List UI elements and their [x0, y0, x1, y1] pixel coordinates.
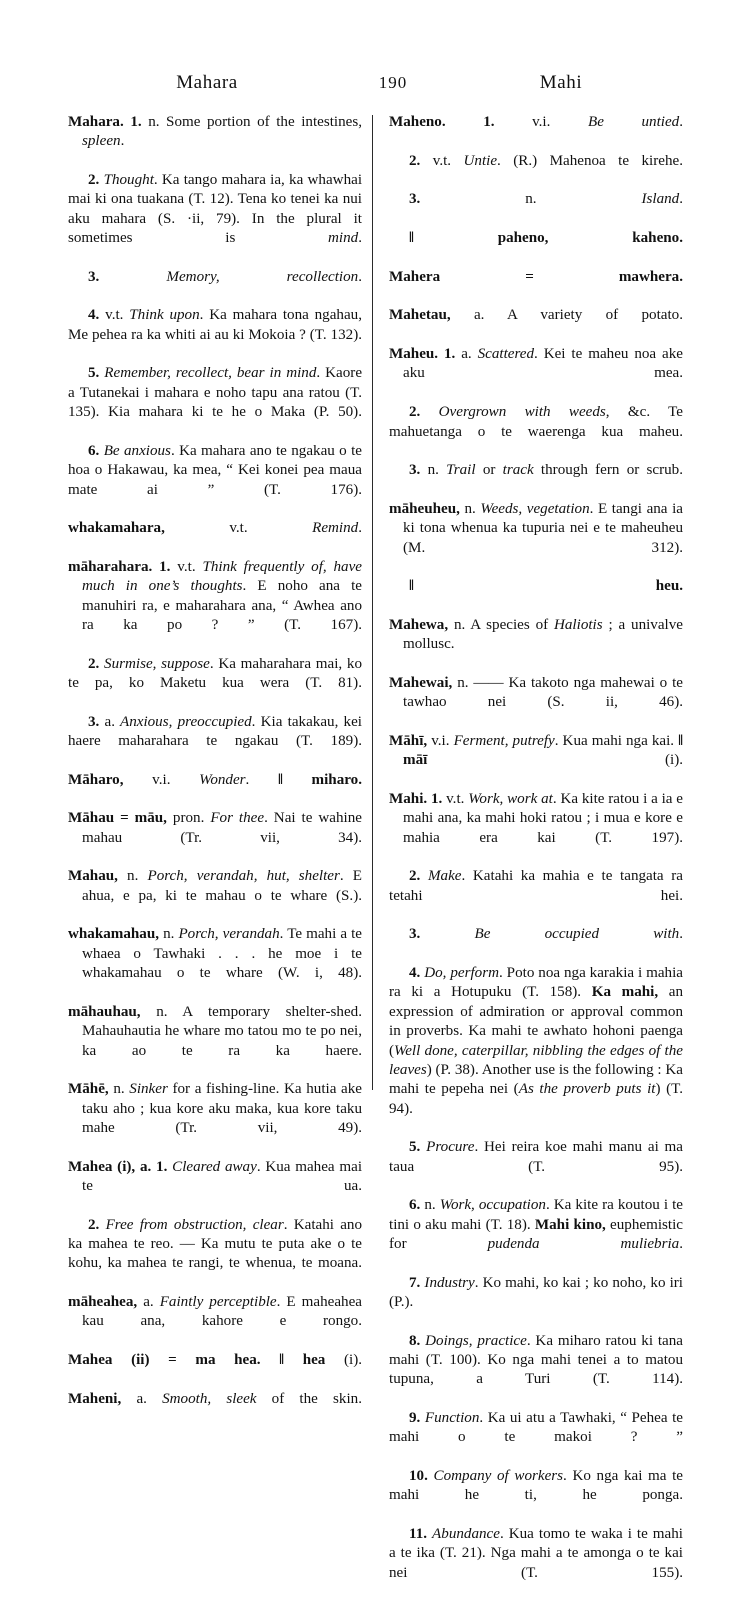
example-text: —— Ka takoto nga mahewai o te tawhao nei (S. ii, 46). [403, 674, 683, 711]
example-text: A temporary shelter-shed. Mahauhautia he whare mo tatou mo te po nei, ka ao te ra ka haere. [82, 1003, 362, 1059]
part-of-speech: n. [113, 1081, 125, 1098]
part-of-speech: n. [464, 500, 476, 517]
part-of-speech: pron. [172, 810, 205, 827]
entry-headword: Mahara. [68, 114, 124, 130]
entry-sense[interactable] [389, 1274, 683, 1332]
dictionary-entry[interactable] [68, 867, 362, 925]
example-text: . Ka miharo ratou ki tana mahi (T. 100). Ko nga mahi tenei a to matou tupuna, a Turi (T. 114). [389, 1332, 684, 1388]
column-right [373, 113, 684, 1581]
gloss: Cleared away [172, 1158, 257, 1175]
entry-sense[interactable] [389, 1196, 683, 1273]
gloss: Overgrown with weeds [438, 404, 606, 421]
gloss: Anxious, preoccupied [115, 713, 252, 730]
entry-headword: māheuheu, [389, 500, 460, 517]
sense-number: 2. [409, 404, 439, 421]
gloss: Island [536, 191, 680, 208]
example-text: . Nai te wahine mahau (Tr. vii, 34). [82, 810, 362, 846]
cross-reference: ‖ māī [403, 733, 683, 769]
example-text: or [475, 462, 503, 479]
entry-headword: Māhē, [68, 1081, 109, 1098]
gloss-alt: As the proverb puts it [518, 1081, 656, 1098]
sense-number: 3. [409, 926, 475, 943]
entry-sense[interactable] [389, 867, 683, 925]
entry-headword: Maheu. [389, 346, 439, 363]
example-text: . E ahua, e pa, ki te mahau o te whare (S.). [82, 868, 362, 904]
part-of-speech: a. [136, 1390, 147, 1407]
example-text: . Ka kite ratou i a ia e mahi ana, ka mahi hoki ratou ; i mua e kore e mahia era kai (T. 197). [403, 791, 684, 846]
entry-headword: Mahea (i), a. [68, 1158, 152, 1175]
example-text: , &c. Te mahuetanga o te waerenga kua maheu. [389, 404, 683, 440]
entry-headword: Mahi. [389, 791, 428, 808]
gloss: Faintly perceptible [153, 1293, 277, 1310]
part-of-speech: v.t. [446, 791, 465, 808]
example-text: . Kaore a Tutanekai i mahara e noho tapu ana ratou (T. 135). Kia mahara ki te he o Maka (P. 50). [68, 365, 363, 421]
example-text: Some portion of the intestines, [159, 114, 363, 130]
gloss: Smooth, sleek [146, 1390, 257, 1407]
entry-sense[interactable] [68, 306, 362, 364]
dictionary-entry[interactable] [68, 1351, 362, 1390]
sense-number: 3. [409, 462, 428, 479]
sense-number: 6. [88, 442, 104, 459]
gloss: Sinker [124, 1081, 168, 1098]
example-text: through fern or scrub. [533, 462, 684, 479]
sense-number: 1. [483, 114, 533, 130]
gloss: Weeds, vegetation [475, 500, 590, 517]
entry-sense[interactable] [68, 1216, 362, 1293]
sense-number: 2. [409, 868, 428, 885]
entry-headword: māhauhau, [68, 1003, 141, 1020]
example-text: euphemistic for [389, 1216, 683, 1252]
example-text: . Ka tango mahara ia, ka whawhai mai ki ona tuakana (T. 12). Tena ko tenei ka nui aku mahara (S. ·ii, 79). In the plural it sometimes is [68, 172, 363, 247]
column-left [68, 113, 372, 1407]
gloss: Wonder [170, 771, 246, 788]
entry-headword: Māhī, [389, 733, 428, 749]
part-of-speech: a. [104, 713, 116, 730]
example-text: ; a univalve mollusc. [403, 616, 683, 653]
part-of-speech: n. [453, 616, 466, 633]
entry-sense[interactable] [389, 403, 683, 461]
example-text: . Kei te maheu noa ake aku mea. [403, 346, 683, 382]
entry-sense[interactable] [68, 655, 362, 713]
example-text: . Te mahi a te whaea o Tawhaki . . . he moe i te whakamahau o te whare (W. i, 48). [82, 926, 363, 982]
entry-sense[interactable] [389, 152, 683, 191]
gloss: Free from obstruction, clear [105, 1216, 284, 1233]
example-text: of the skin. [256, 1390, 362, 1407]
gloss: For thee [204, 810, 265, 827]
entry-sense[interactable] [68, 442, 362, 519]
gloss: Doings, practice [425, 1332, 527, 1349]
sense-number: 3. [88, 268, 167, 285]
example-text: (i). [427, 752, 683, 769]
example-text: . Ka maharahara mai, ko te pa, ko Maketu kua wera (T. 81). [68, 655, 362, 691]
part-of-speech: n. [424, 1197, 436, 1214]
gloss: Make [427, 868, 462, 885]
sense-number: 8. [409, 1332, 426, 1349]
example-text: . Ka ui atu a Tawhaki, “ Pehea te mahi o te makoi ? ” [389, 1410, 684, 1446]
entry-sense[interactable] [68, 268, 362, 307]
example-text: . [120, 133, 125, 150]
sense-number: 1. [156, 1158, 173, 1175]
example-text: . [679, 1235, 684, 1252]
dictionary-entry[interactable] [389, 268, 683, 307]
part-of-speech: n. [427, 462, 439, 479]
entry-headword: Maheni, [68, 1390, 122, 1407]
example-text: . Ko nga kai ma te mahi he ti, he ponga. [389, 1468, 684, 1504]
example-text: A variety of potato. [484, 307, 684, 324]
sense-number: 1. [430, 791, 447, 808]
example-text: . Katahi ano ka mahea te reo. — Ka mutu te puta ake o te kohu, ka mahea te rangi, te whenua, te moana. [68, 1216, 362, 1272]
part-of-speech: a. [473, 307, 485, 324]
phrase: Ka mahi, [591, 984, 659, 1001]
part-of-speech: v.i. [532, 114, 551, 130]
part-of-speech: v.t. [105, 307, 124, 324]
gloss: Abundance [432, 1526, 500, 1543]
gloss: Procure [426, 1139, 475, 1156]
phrase: Mahi kino, [534, 1216, 606, 1233]
example-text: . [358, 230, 362, 247]
dictionary-entry[interactable] [389, 306, 683, 345]
gloss: Think frequently of, have much in one’s thoughts [82, 558, 362, 595]
example-text: ) (P. 38). Another use is the following : Ka mahi te pepeha nei ( [389, 1061, 683, 1098]
entry-sense[interactable] [389, 1138, 683, 1196]
example-text: . Ko mahi, ko kai ; ko noho, ko iri (P.). [389, 1274, 683, 1310]
gloss: Industry [424, 1274, 475, 1291]
dictionary-entry[interactable] [389, 616, 683, 674]
gloss: Memory, recollection [166, 268, 359, 285]
gloss: Porch, verandah [174, 926, 280, 943]
entry-sense[interactable] [389, 1332, 683, 1409]
gloss: Trail [438, 462, 476, 479]
sense-number: 9. [409, 1410, 425, 1427]
entry-sense[interactable] [389, 1467, 683, 1525]
entry-sense[interactable] [389, 964, 683, 1138]
gloss: Company of workers [433, 1468, 564, 1485]
cross-reference: ‖ miharo. [277, 771, 362, 788]
gloss: spleen [82, 133, 121, 150]
dictionary-entry[interactable] [68, 1293, 362, 1351]
part-of-speech: n. [148, 114, 160, 130]
example-text: . [679, 114, 683, 130]
example-text: ) (T. 94). [389, 1081, 684, 1117]
entry-headword: Mahea (ii) = ma hea. [68, 1352, 261, 1368]
gloss: Porch, verandah, hut, shelter [138, 868, 340, 885]
entry-headword: māharahara. [68, 558, 153, 575]
example-text: . [679, 191, 683, 208]
part-of-speech: a. [461, 346, 472, 363]
example-text: . Kia takakau, kei haere maharahara te ngakau (T. 189). [68, 713, 363, 749]
entry-sense[interactable] [389, 925, 683, 964]
entry-sense[interactable] [389, 1525, 683, 1602]
gloss: Scattered [471, 346, 535, 363]
entry-headword: whakamahara, [68, 520, 165, 537]
entry-headword: māheahea, [68, 1293, 138, 1310]
sense-number: 1. [443, 346, 462, 363]
part-of-speech: n. [127, 868, 139, 885]
gloss: Untie [451, 152, 498, 169]
sense-number: 3. [88, 713, 105, 730]
entry-sense[interactable] [389, 229, 683, 268]
example-text: for a fishing-line. Ka hutia ake taku aho ; kua kore aku maka, kua kore taku mahe (Tr. vii, 49). [82, 1081, 363, 1136]
part-of-speech: v.t. [177, 558, 196, 575]
dictionary-entry[interactable] [389, 113, 683, 152]
example-text: . Ka mahara ano te ngakau o te hoa o Hakawau, ka mea, “ Kei konei pea maua mate ai ” (T. 176). [68, 442, 362, 498]
sense-number: 2. [88, 172, 104, 189]
entry-sense[interactable] [389, 190, 683, 229]
entry-headword: Mahewai, [389, 674, 453, 691]
part-of-speech: a. [143, 1293, 154, 1310]
sense-number: 5. [409, 1139, 427, 1156]
part-of-speech: v.i. [431, 733, 450, 749]
example-text: . Kua mahea mai te ua. [82, 1158, 363, 1194]
entry-sense[interactable] [68, 171, 362, 268]
part-of-speech: n. [156, 1003, 168, 1020]
cross-reference: ‖ heu. [409, 578, 683, 595]
entry-headword: Māharo, [68, 771, 124, 788]
dictionary-entry[interactable] [68, 1158, 362, 1216]
running-head-right: Mahi [539, 72, 583, 93]
part-of-speech: n. [525, 191, 537, 208]
dictionary-entry[interactable] [68, 1390, 362, 1429]
example-text: . Katahi ka mahia e te tangata ra tetahi hei. [389, 868, 683, 904]
running-head-left: Mahara [176, 72, 238, 93]
example-text: . Poto noa nga karakia i mahia ra ki a Hotupuku (T. 158). [389, 965, 683, 1001]
example-text: . [358, 268, 362, 285]
gloss: Work, work at [464, 791, 553, 808]
dictionary-entry[interactable] [68, 113, 362, 171]
example-text: . [679, 926, 683, 943]
gloss-alt: pudenda muliebria [487, 1235, 680, 1252]
dictionary-entry[interactable] [68, 771, 362, 810]
gloss: Function [424, 1410, 480, 1427]
sense-number: 6. [409, 1197, 425, 1214]
gloss: Ferment, putrefy [449, 733, 555, 749]
dictionary-entry[interactable] [389, 500, 683, 577]
dictionary-entry[interactable] [68, 1003, 362, 1080]
dictionary-entry[interactable] [68, 519, 362, 558]
page-columns [68, 113, 684, 1581]
sense-number: 2. [409, 152, 433, 169]
sense-number: 4. [88, 307, 106, 324]
entry-headword: Mahau, [68, 868, 118, 885]
gloss: Be anxious [103, 442, 171, 459]
example-text: an expression of admiration or approval common in proverbs. Ka mahi te awhato hohoni paenga ( [389, 984, 683, 1059]
entry-sense[interactable] [389, 461, 683, 500]
entry-headword: Maheno. [389, 114, 446, 130]
sense-number: 1. [159, 558, 178, 575]
dictionary-entry[interactable] [68, 809, 362, 867]
part-of-speech: v.t. [229, 520, 248, 537]
sense-number: 5. [88, 365, 105, 382]
part-of-speech: v.i. [152, 771, 171, 788]
page-number: 190 [378, 73, 408, 92]
sense-number: 1. [130, 114, 149, 130]
gloss: Think upon [123, 307, 200, 324]
gloss: Be untied [550, 114, 680, 130]
gloss: Remember, recollect, bear in mind [104, 365, 317, 382]
entry-sense[interactable] [68, 713, 362, 771]
dictionary-entry[interactable] [68, 925, 362, 1002]
example-text: . [245, 771, 278, 788]
example-text: (i). [325, 1352, 362, 1368]
entry-headword: Mahetau, [389, 307, 451, 324]
gloss: Remind [247, 520, 359, 537]
example-text: . E noho ana te manuhiri ra, e maharahara ana, “ Awhea ano ra ka po ? ” (T. 167). [82, 578, 362, 633]
dictionary-entry[interactable] [389, 732, 683, 790]
gloss: Be occupied with [474, 926, 680, 943]
dictionary-entry[interactable] [68, 1080, 362, 1157]
entry-headword: Māhau = māu, [68, 810, 167, 827]
gloss: Haliotis [553, 616, 603, 633]
gloss: Thought [103, 172, 154, 189]
sense-number: 4. [409, 965, 425, 982]
part-of-speech: n. [163, 926, 175, 943]
example-text: . E maheahea kau ana, kahore e rongo. [82, 1293, 362, 1330]
part-of-speech: v.t. [432, 152, 452, 169]
entry-sense[interactable] [389, 1409, 683, 1467]
running-head [75, 72, 675, 98]
sense-number: 3. [409, 191, 526, 208]
example-text: A species of [465, 616, 554, 633]
gloss: Surmise, suppose [104, 655, 210, 672]
entry-headword: whakamahau, [68, 926, 160, 943]
sense-number: 7. [409, 1274, 425, 1291]
gloss-alt: track [502, 462, 534, 479]
gloss-alt: Well done, caterpillar, nibbling the edges of the leaves [389, 1042, 683, 1078]
gloss: Work, occupation [435, 1197, 546, 1214]
example-text: . Hei reira koe mahi manu ai ma taua (T. 95). [389, 1139, 683, 1175]
dictionary-entry[interactable] [389, 345, 683, 403]
dictionary-entry[interactable] [389, 790, 683, 867]
example-text: . E tangi ana ia ki tona whenua ka tupuria nei e te maheuheu (M. 312). [403, 500, 683, 556]
cross-reference: ‖ paheno, kaheno. [409, 230, 683, 247]
entry-headword: Mahera = mawhera. [389, 268, 683, 285]
dictionary-entry[interactable] [68, 558, 362, 655]
sense-number: 10. [409, 1468, 434, 1485]
dictionary-entry[interactable] [389, 674, 683, 732]
sense-number: 11. [409, 1526, 433, 1543]
example-text: . Ka mahara tona ngahau, Me pehea ra ka whiti ai au ki Mokoia ? (T. 132). [68, 307, 362, 343]
entry-sense[interactable] [68, 364, 362, 441]
sense-number: 2. [88, 1216, 106, 1233]
example-text: . [358, 520, 362, 537]
sense-number: 2. [88, 655, 105, 672]
cross-reference: ‖ hea [279, 1352, 326, 1368]
example-text: . (R.) Mahenoa te kirehe. [497, 152, 683, 169]
gloss: Do, perform [424, 965, 499, 982]
entry-sense[interactable] [389, 577, 683, 616]
gloss: mind [328, 230, 359, 247]
part-of-speech: n. [457, 674, 469, 691]
example-text: . Kua tomo te waka i te mahi a te ika (T. 21). Nga mahi a te amonga o te kai nei (T. 155). [389, 1526, 683, 1581]
example-text: . Kua mahi nga kai. [554, 733, 679, 749]
entry-headword: Mahewa, [389, 616, 449, 633]
example-text: . Ka kite ra koutou i te tini o aku mahi (T. 18). [389, 1197, 683, 1233]
